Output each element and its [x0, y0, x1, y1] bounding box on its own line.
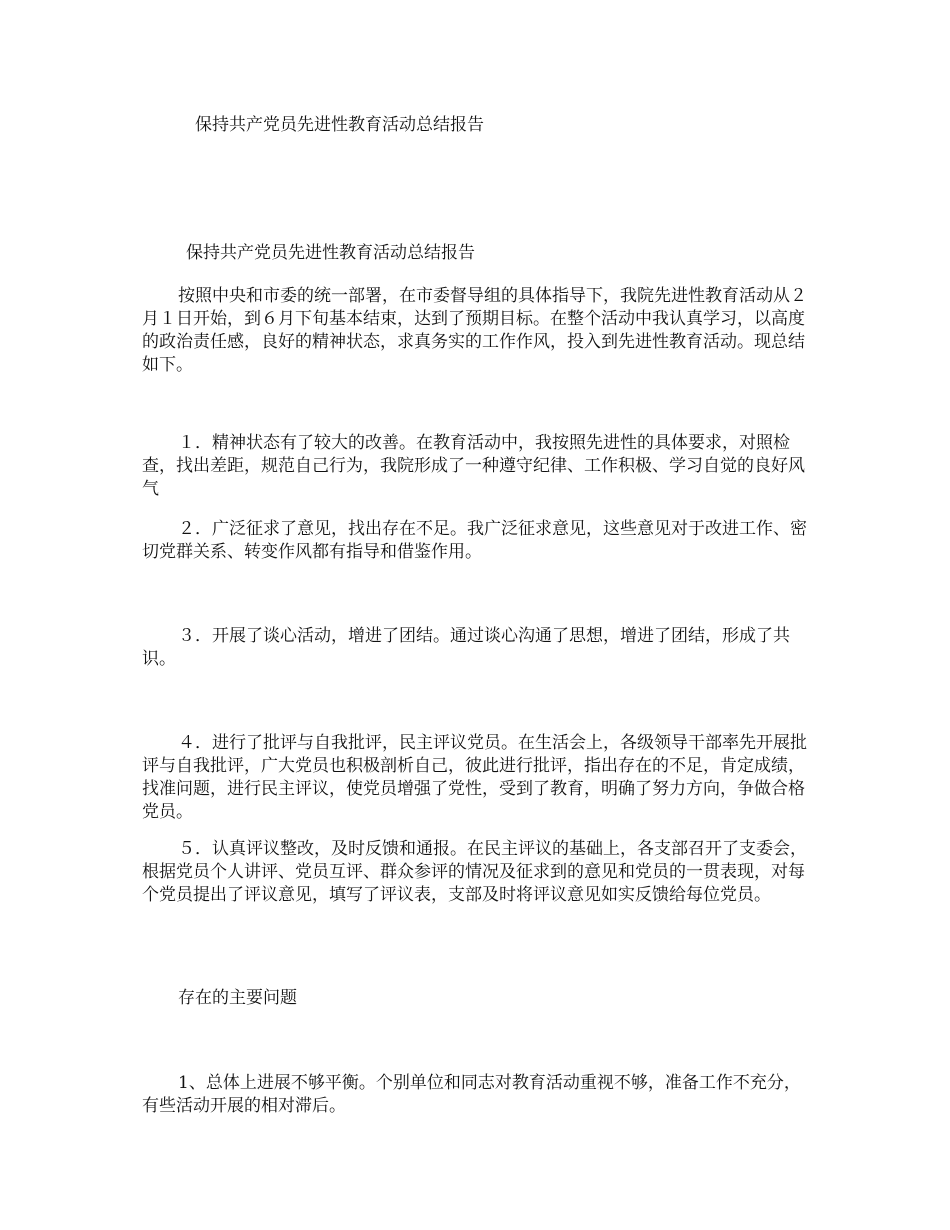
problem-1-paragraph: 1、总体上进展不够平衡。个别单位和同志对教育活动重视不够，准备工作不充分，有些活动开展的相对滞后。 — [142, 1073, 801, 1116]
item-3-paragraph: ３．开展了谈心活动，增进了团结。通过谈心沟通了思想，增进了团结，形成了共识。 — [142, 626, 790, 669]
document-subtitle: 保持共产党员先进性教育活动总结报告 — [186, 243, 475, 263]
problems-heading: 存在的主要问题 — [178, 988, 297, 1008]
item-2-paragraph: ２．广泛征求了意见，找出存在不足。我广泛征求意见，这些意见对于改进工作、密切党群关系、转变作风都有指导和借鉴作用。 — [142, 519, 807, 562]
intro-paragraph: 按照中央和市委的统一部署，在市委督导组的具体指导下，我院先进性教育活动从２月１日开始，到６月下旬基本结束，达到了预期目标。在整个活动中我认真学习，以高度的政治责任感，良好的精神状态，求真务实的工作作风，投入到先进性教育活动。现总结如下。 — [142, 286, 807, 375]
item-1-paragraph: １．精神状态有了较大的改善。在教育活动中，我按照先进性的具体要求，对照检查，找出差距，规范自己行为，我院形成了一种遵守纪律、工作积极、学习自觉的良好风气 — [142, 433, 805, 499]
item-5-paragraph: ５．认真评议整改，及时反馈和通报。在民主评议的基础上，各支部召开了支委会，根据党员个人讲评、党员互评、群众参评的情况及征求到的意见和党员的一贯表现，对每个党员提出了评议意见，填写了评议表，支部及时将评议意见如实反馈给每位党员。 — [142, 839, 807, 905]
document-title: 保持共产党员先进性教育活动总结报告 — [195, 115, 484, 135]
item-4-paragraph: ４．进行了批评与自我批评，民主评议党员。在生活会上，各级领导干部率先开展批评与自我批评，广大党员也积极剖析自己，彼此进行批评，指出存在的不足，肯定成绩，找准问题，进行民主评议，使党员增强了党性，受到了教育，明确了努力方向，争做合格党员。 — [142, 733, 807, 822]
